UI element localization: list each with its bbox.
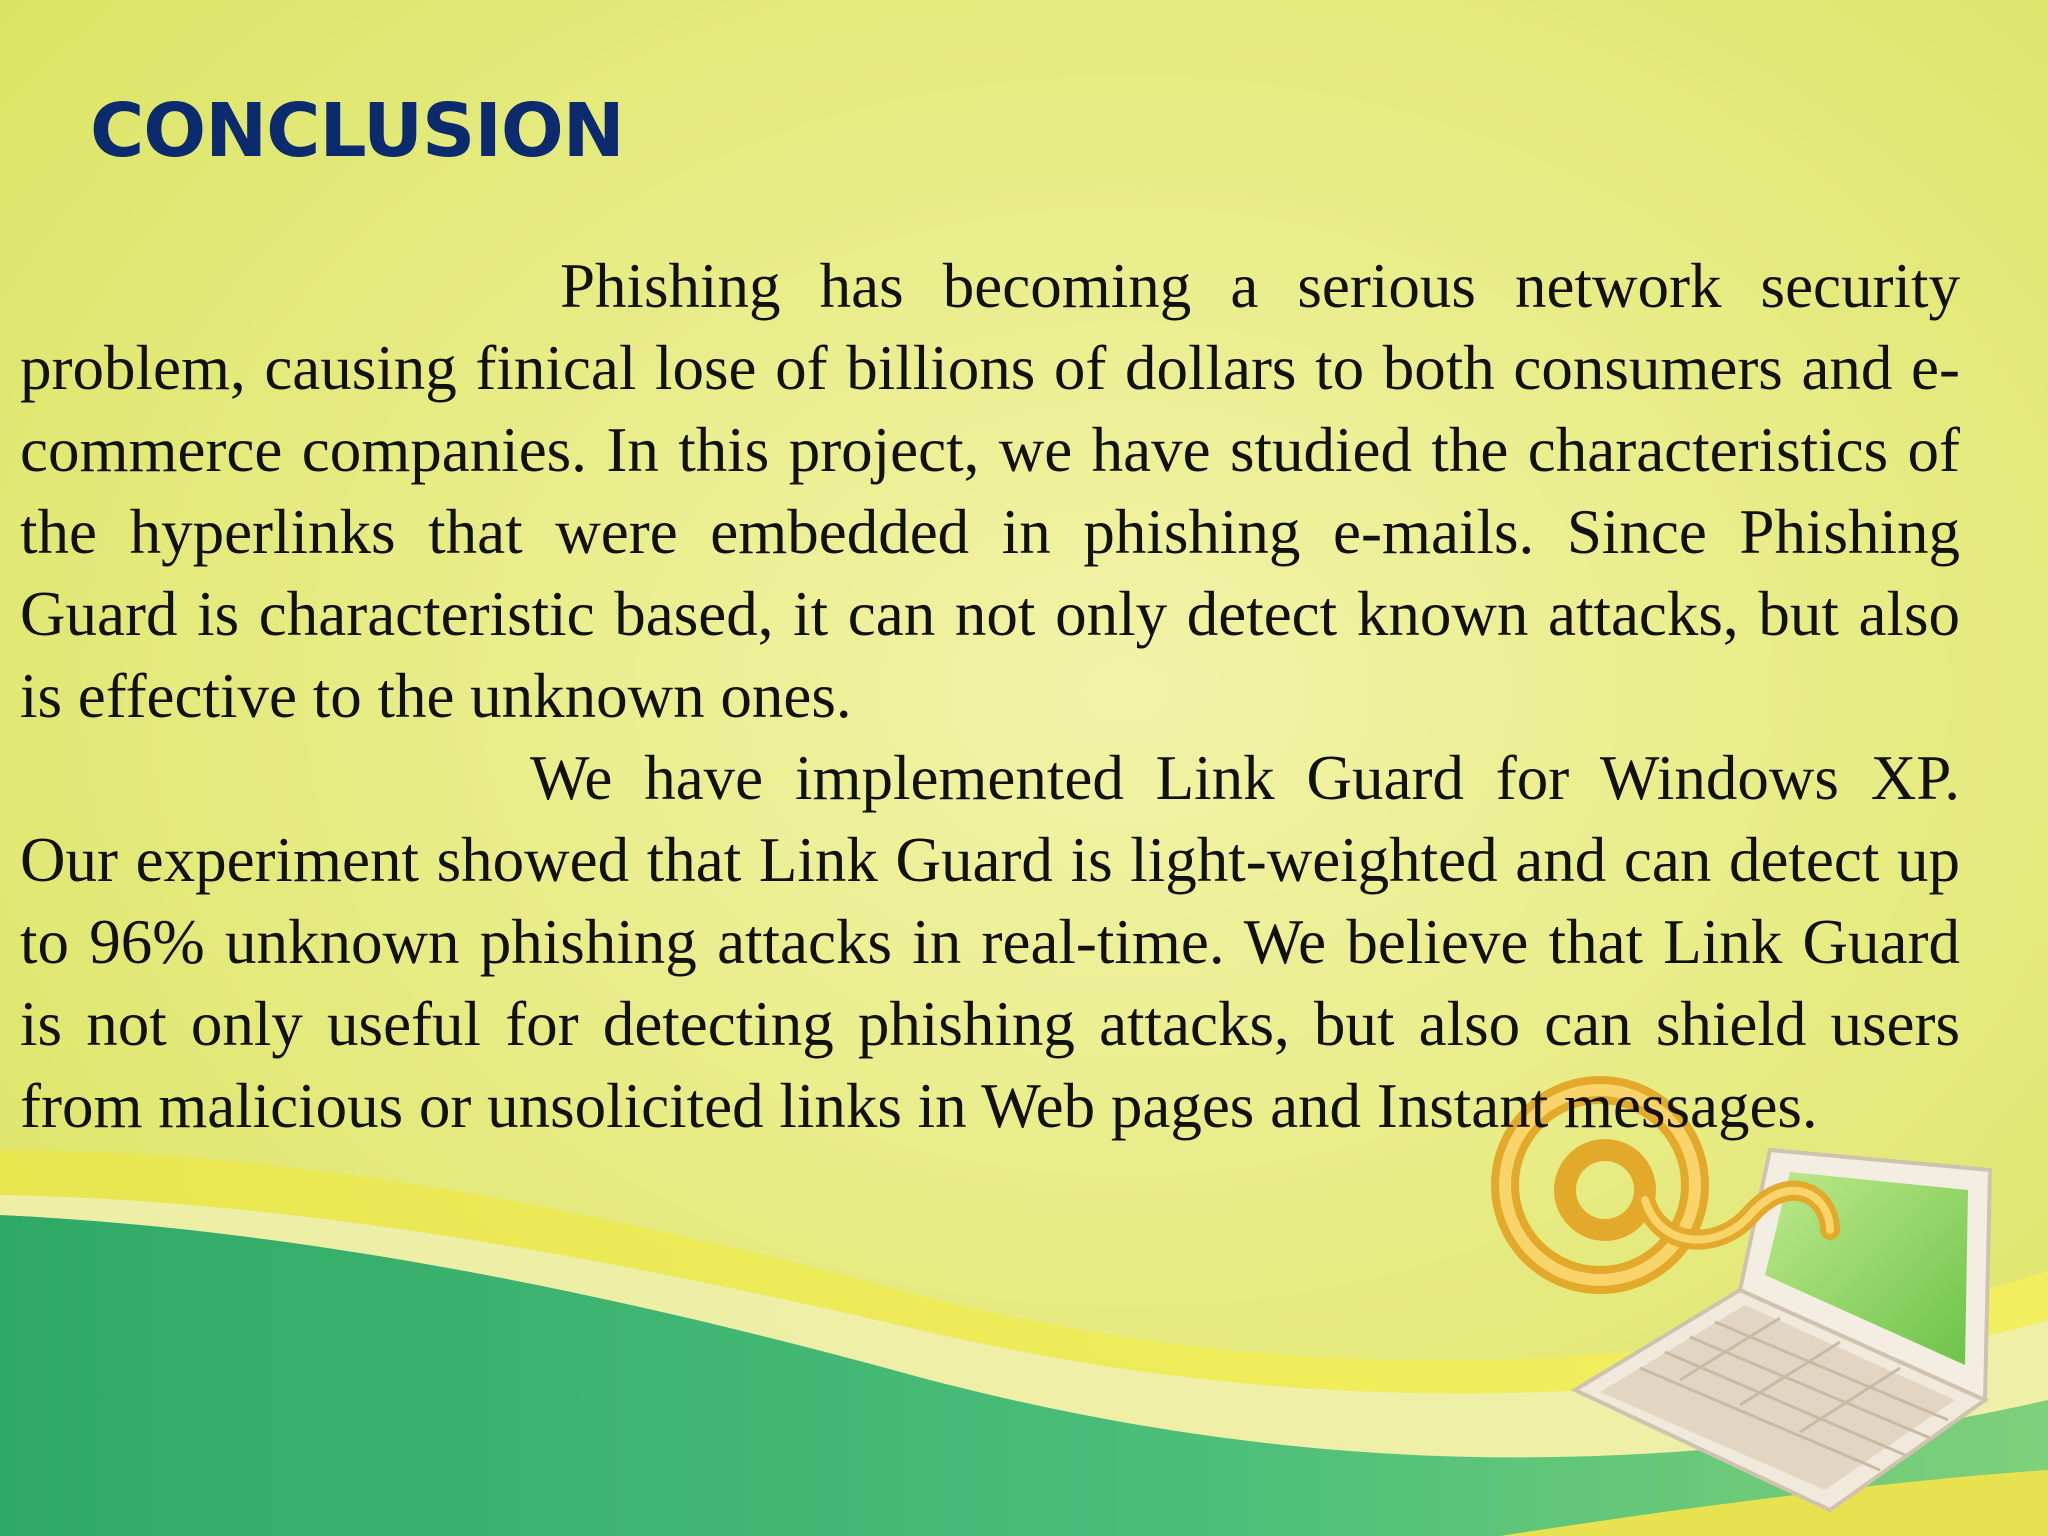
paragraph-2: We have implemented Link Guard for Windows XP. Our experiment showed that Link Guard is light-weighted and can detect up to 96% unknown phishing attacks in real-time. We believe that Link Guard is not only useful for detecting phishing attacks, but also can shield users from malicious or unsolicited links in Web pages and Instant messages. <box>20 743 1960 1141</box>
conclusion-body <box>20 245 1960 1147</box>
slide-title: CONCLUSION <box>90 88 624 174</box>
paragraph-1: Phishing has becoming a serious network security problem, causing finical lose of billions of dollars to both consumers and e-commerce companies. In this project, we have studied the characteristics of the hyperlinks that were embedded in phishing e-mails. Since Phishing Guard is characteristic based, it can not only detect known attacks, but also is effective to the unknown ones. <box>20 251 1960 731</box>
